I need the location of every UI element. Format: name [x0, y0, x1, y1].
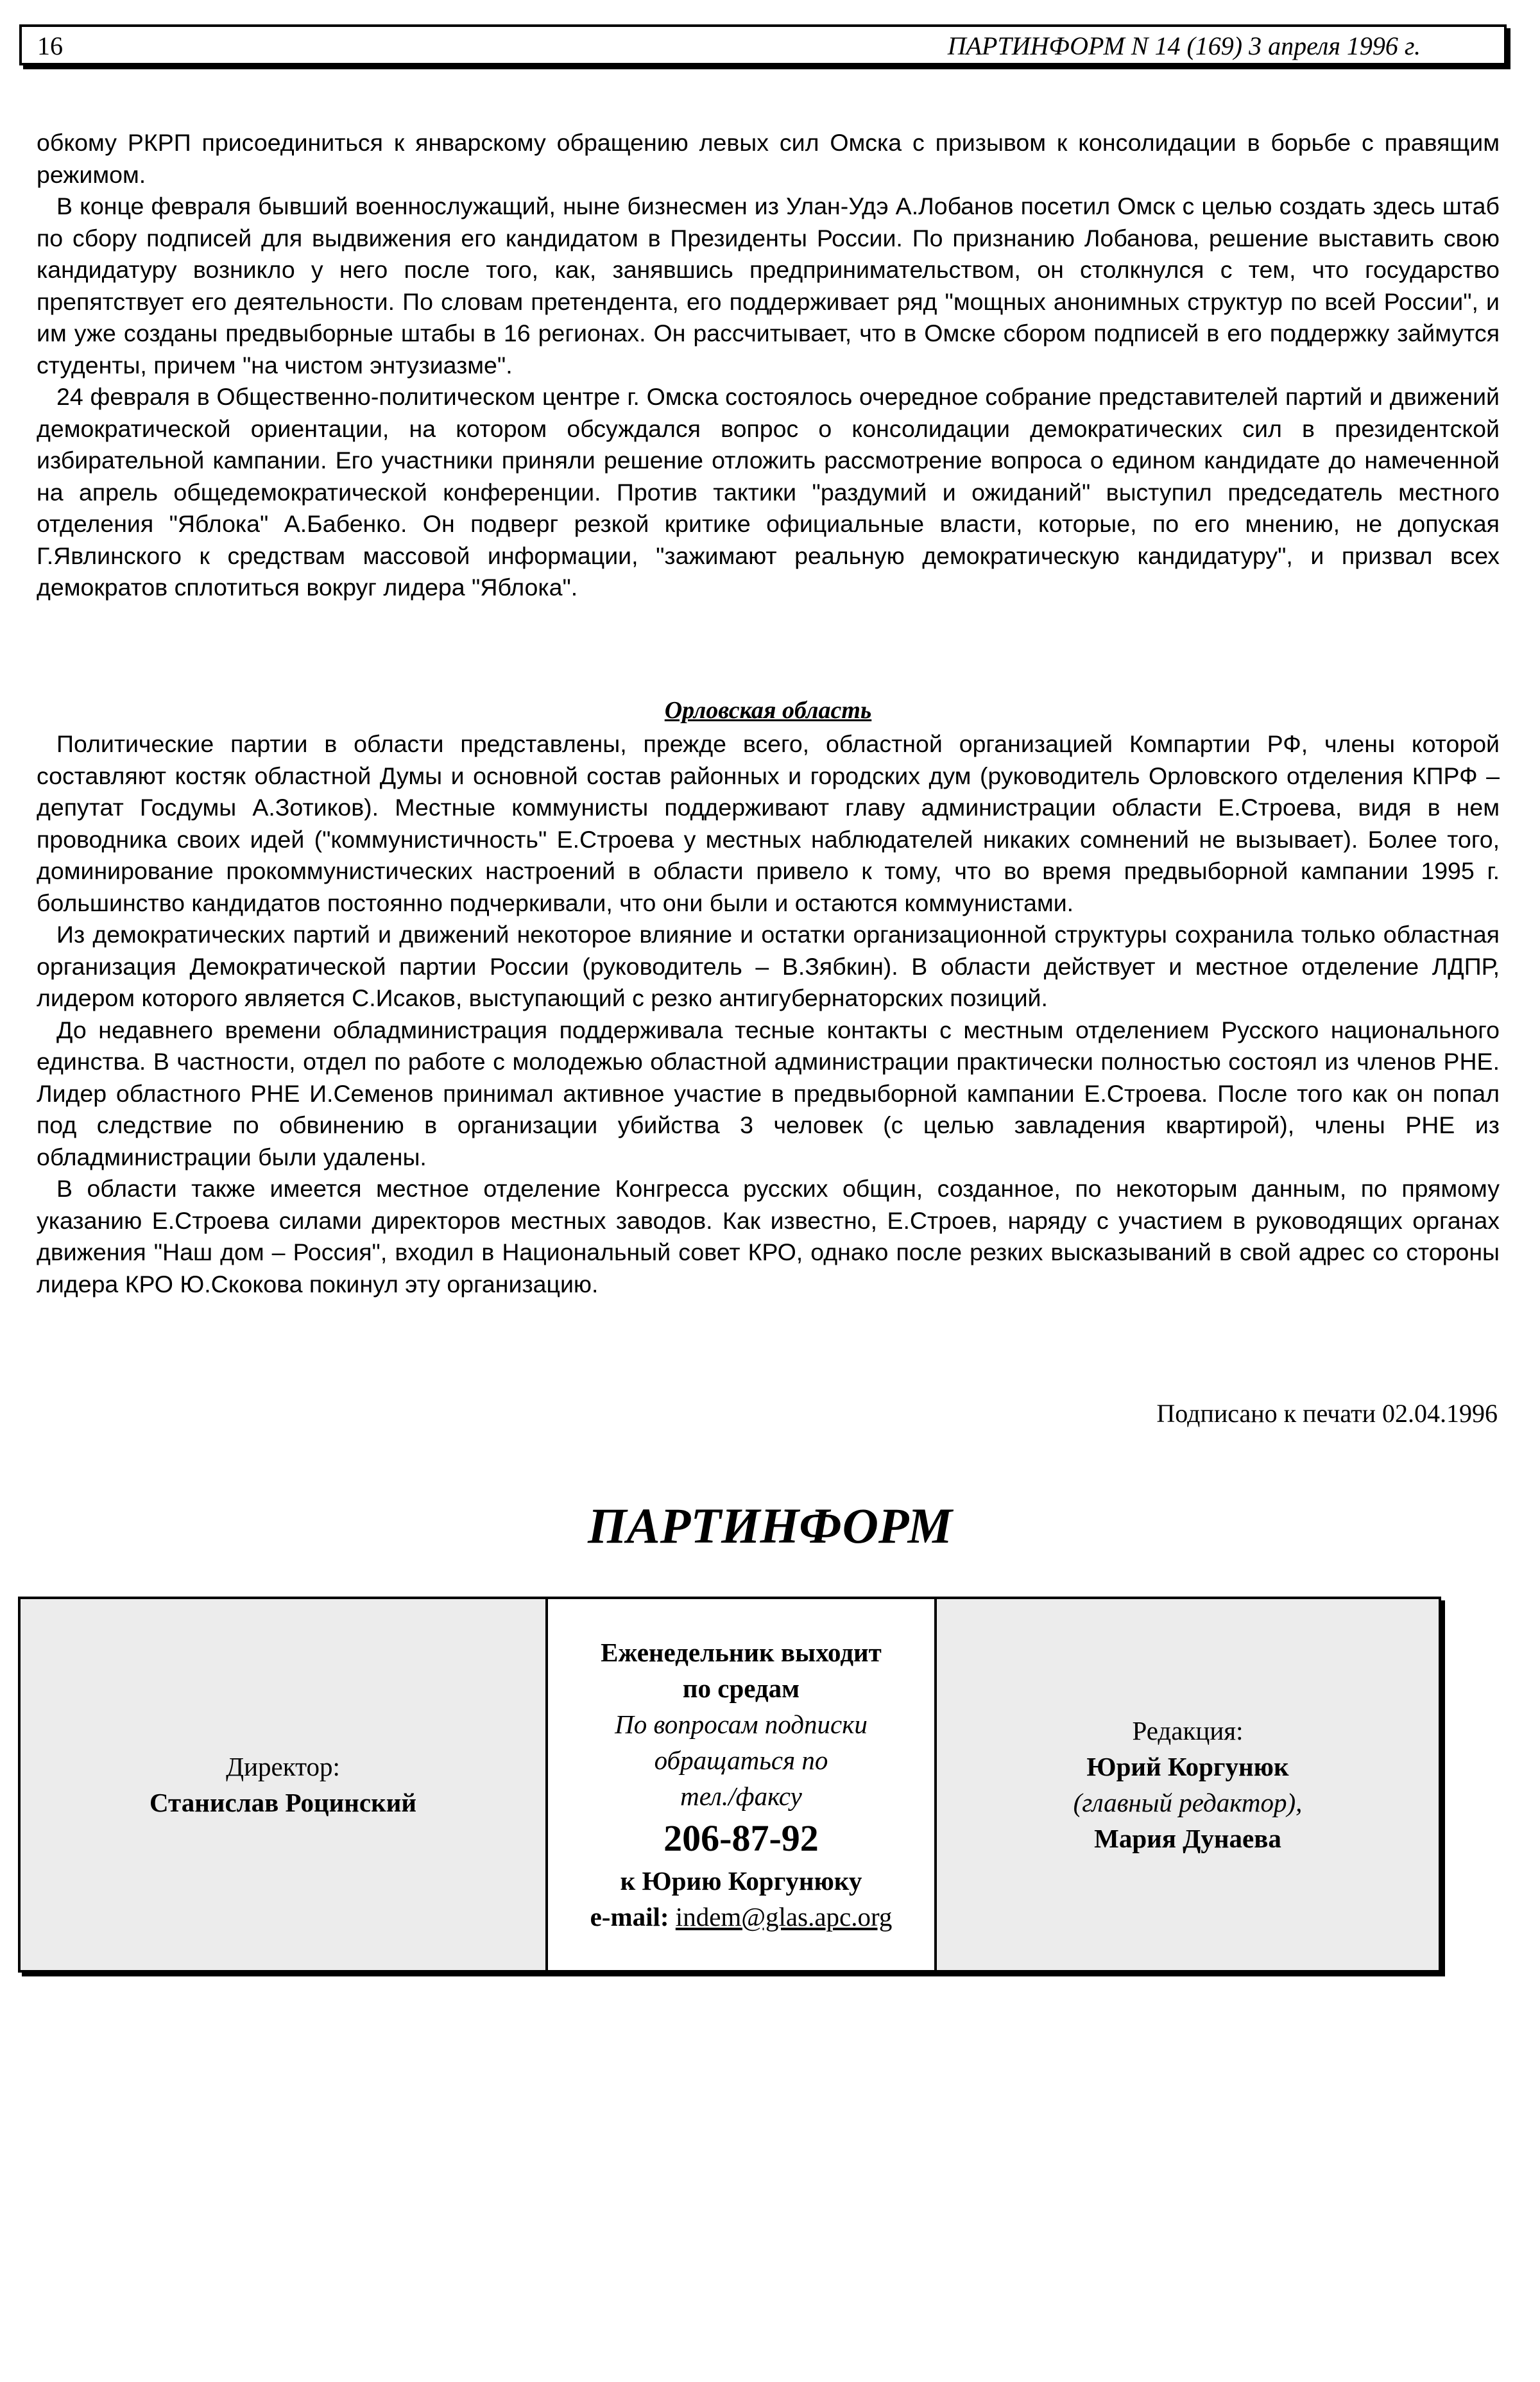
paragraph: Из демократических партий и движений некоторое влияние и остатки организационной структуры сохранила только областная организация Демократической партии России (руководитель – В.Зябкин). В области действует и местное отделение ЛДПР, лидером которого является С.Исаков, выступающий с резко антигубернаторских позиций.: [37, 921, 1500, 1011]
weekly-line: Еженедельник выходит: [601, 1638, 882, 1667]
director-cell: [21, 1599, 548, 1970]
subscription-line: тел./факсу: [680, 1781, 802, 1811]
editorial-cell: [937, 1599, 1439, 1970]
editorial-label: Редакция:: [1132, 1716, 1244, 1745]
page-header: [19, 24, 1507, 65]
weekly-line: по средам: [682, 1674, 800, 1703]
section-heading: Орловская область: [664, 697, 872, 724]
masthead-title: ПАРТИНФОРМ: [588, 1498, 952, 1554]
paragraph: До недавнего времени обладминистрация поддерживала тесные контакты с местным отделением Русского национального единства. В частности, отдел по работе с молодежью областной администрации практически полностью состоял из членов РНЕ. Лидер областного РНЕ И.Семенов принимал активное участие в предвыборной кампании Е.Строева. После того как он попал под следствие по обвинению в организации убийства 3 человек (с целью завладения квартирой), члены РНЕ из обладминистрации были удалены.: [37, 1016, 1500, 1170]
phone-number: 206-87-92: [663, 1817, 819, 1859]
email-link[interactable]: indem@glas.apc.org: [675, 1902, 893, 1932]
paragraph: обкому РКРП присоединиться к январскому обращению левых сил Омска с призывом к консолидации в борьбе с правящим режимом.: [37, 129, 1500, 188]
article-text-orel: [37, 728, 1500, 1300]
director-name: Станислав Роцинский: [149, 1788, 416, 1817]
director-label: Директор:: [226, 1752, 340, 1781]
imprint-table: [18, 1597, 1441, 1973]
issue-title: ПАРТИНФОРМ N 14 (169) 3 апреля 1996 г.: [947, 31, 1421, 60]
paragraph: В области также имеется местное отделение Конгресса русских общин, созданное, по некоторым данным, по прямому указанию Е.Строева силами директоров местных заводов. Как известно, Е.Строев, наряду с участием в руководящих органах движения "Наш дом – Россия", входил в Национальный совет КРО, однако после резких высказываний в свой адрес со стороны лидера КРО Ю.Скокова покинул эту организацию.: [37, 1175, 1500, 1298]
page-number: 16: [37, 31, 63, 60]
paragraph: Политические партии в области представлены, прежде всего, областной организацией Компартии РФ, члены которой составляют костяк областной Думы и основной состав районных и городских дум (руководитель Орловского отделения КПРФ – депутат Госдумы А.Зотиков). Местные коммунисты поддерживают главу администрации области Е.Строева, видя в нем проводника своих идей ("коммунистичность" Е.Строева у местных наблюдателей никаких сомнений не вызывает). Более того, доминирование прокоммунистических настроений в области привело к тому, что во время предвыборной кампании 1995 г. большинство кандидатов постоянно подчеркивали, что они были и остаются коммунистами.: [37, 730, 1500, 916]
subscription-line: обращаться по: [654, 1745, 828, 1775]
phone-recipient: к Юрию Коргунюку: [620, 1866, 862, 1896]
editor-role: (главный редактор),: [1073, 1788, 1303, 1817]
article-text-omsk: [37, 127, 1500, 604]
signed-to-print: Подписано к печати 02.04.1996: [1156, 1399, 1498, 1428]
paragraph: 24 февраля в Общественно-политическом центре г. Омска состоялось очередное собрание представителей партий и движений демократической ориентации, на котором обсуждался вопрос о консолидации демократических сил в президентской избирательной кампании. Его участники приняли решение отложить рассмотрение вопроса о едином кандидате до намеченной на апрель общедемократической конференции. Против тактики "раздумий и ожиданий" выступил председатель местного отделения "Яблока" А.Бабенко. Он подверг резкой критике официальные власти, которые, по его мнению, не допуская Г.Явлинского к средствам массовой информации, "зажимают реальную демократическую кандидатуру", и призвал всех демократов сплотиться вокруг лидера "Яблока".: [37, 383, 1500, 601]
subscription-cell: [548, 1599, 937, 1970]
email-label: e-mail:: [590, 1902, 669, 1932]
editor-name: Мария Дунаева: [1094, 1824, 1281, 1853]
paragraph: В конце февраля бывший военнослужащий, ныне бизнесмен из Улан-Удэ А.Лобанов посетил Омск с целью создать здесь штаб по сбору подписей для выдвижения его кандидатом в Президенты России. По признанию Лобанова, решение выставить свою кандидатуру возникло у него после того, как, занявшись предпринимательством, он столкнулся с тем, что государство препятствует его деятельности. По словам претендента, его поддерживает ряд "мощных анонимных структур по всей России", и им уже созданы предвыборные штабы в 16 регионах. Он рассчитывает, что в Омске сбором подписей в его поддержку займутся студенты, причем "на чистом энтузиазме".: [37, 193, 1500, 379]
email-line: [590, 1899, 893, 1935]
editor-name: Юрий Коргунюк: [1086, 1752, 1289, 1781]
subscription-line: По вопросам подписки: [615, 1709, 868, 1739]
